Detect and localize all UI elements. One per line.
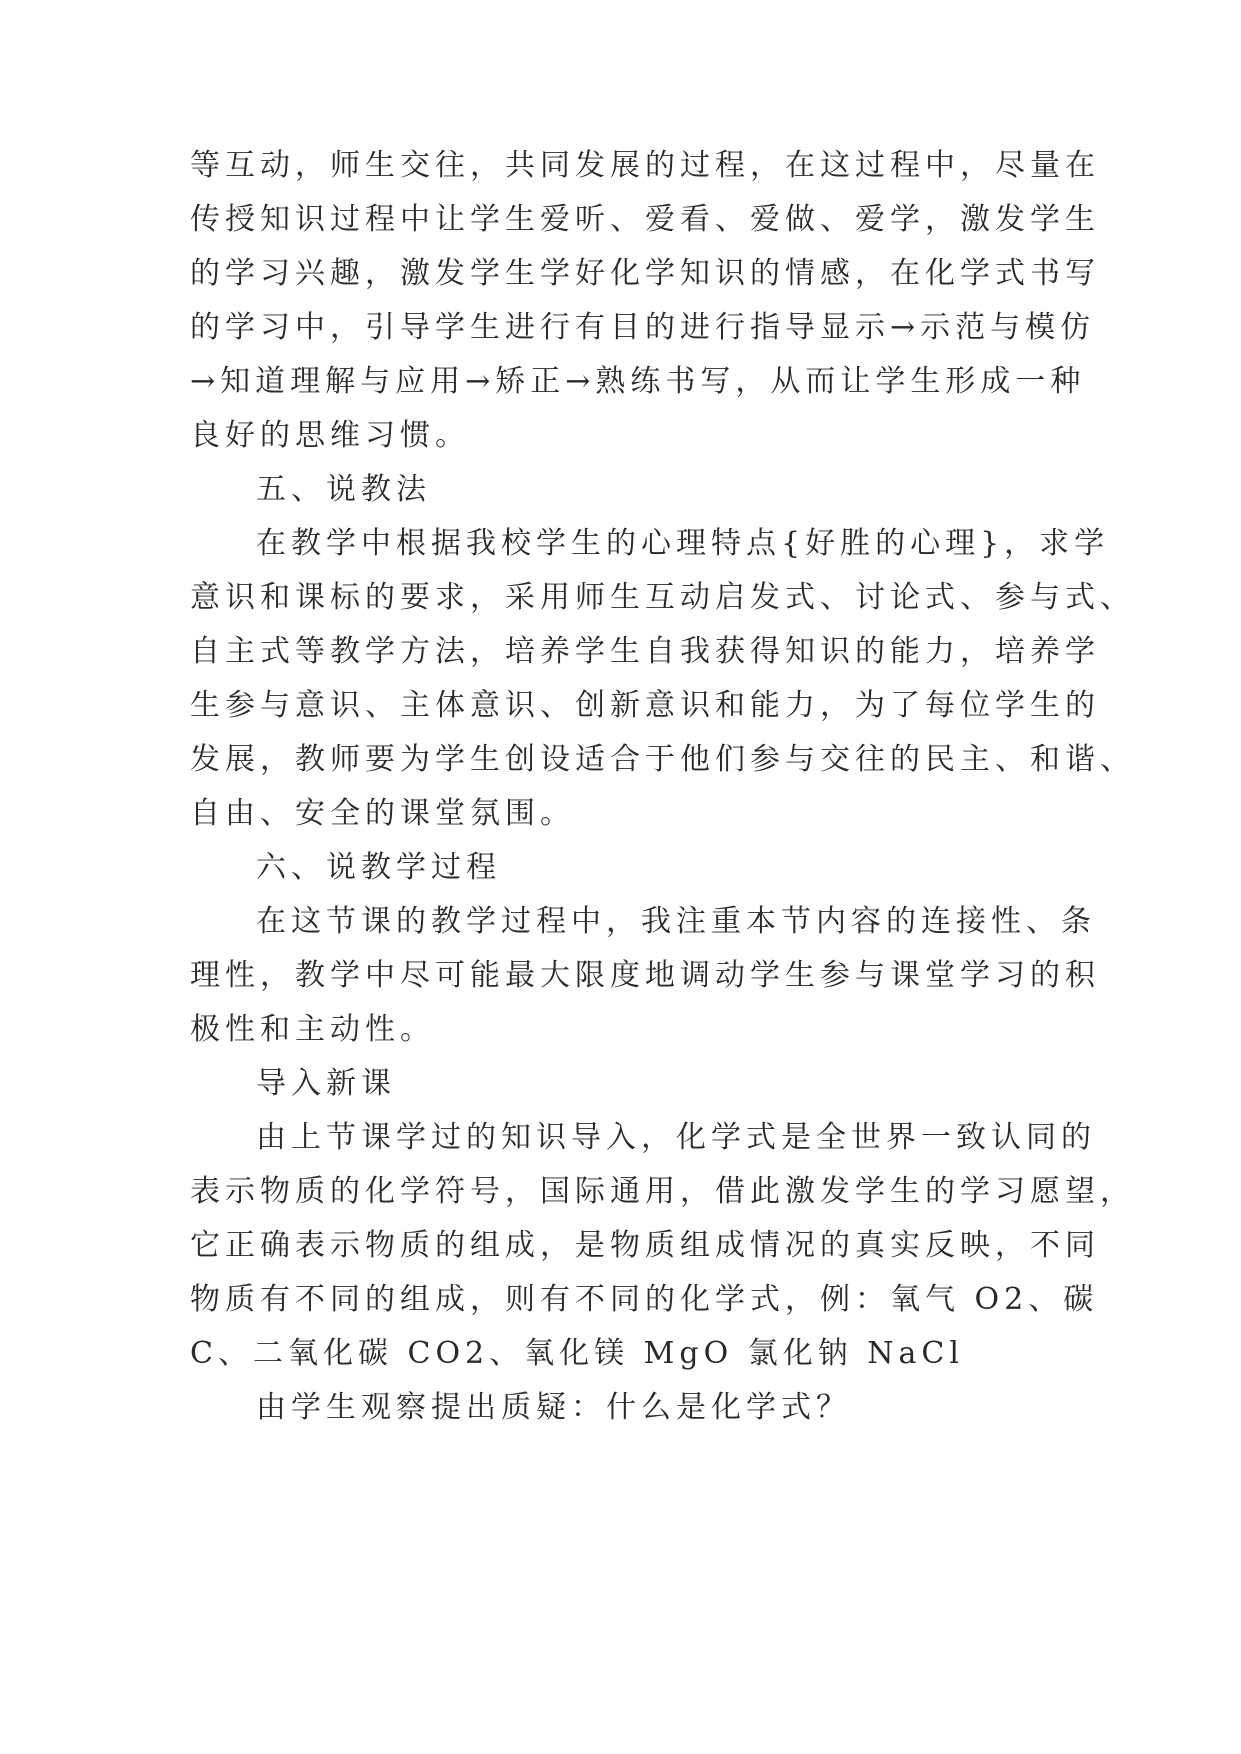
paragraph-line: 意识和课标的要求，采用师生互动启发式、讨论式、参与式、 — [190, 580, 1135, 615]
paragraph-line: 表示物质的化学符号，国际通用，借此激发学生的学习愿望， — [190, 1174, 1135, 1209]
section-heading: 六、说教学过程 — [256, 850, 501, 885]
paragraph-line: →知道理解与应用→矫正→熟练书写，从而让学生形成一种 — [190, 364, 1086, 399]
paragraph-line: 的学习兴趣，激发学生学好化学知识的情感，在化学式书写 — [190, 256, 1100, 291]
paragraph-line: 发展，教师要为学生创设适合于他们参与交往的民主、和谐、 — [190, 742, 1135, 777]
paragraph-line: 极性和主动性。 — [190, 1012, 435, 1047]
paragraph-line: 由上节课学过的知识导入，化学式是全世界一致认同的 — [256, 1120, 1096, 1155]
section-heading: 导入新课 — [256, 1066, 396, 1101]
paragraph-line: 由学生观察提出质疑：什么是化学式？ — [256, 1390, 851, 1425]
paragraph-line: 生参与意识、主体意识、创新意识和能力，为了每位学生的 — [190, 688, 1100, 723]
paragraph-line: 在教学中根据我校学生的心理特点{好胜的心理}，求学 — [256, 526, 1110, 561]
paragraph-line: 的学习中，引导学生进行有目的进行指导显示→示范与模仿 — [190, 310, 1096, 345]
section-heading: 五、说教法 — [256, 472, 431, 507]
paragraph-line: 自主式等教学方法，培养学生自我获得知识的能力，培养学 — [190, 634, 1100, 669]
paragraph-line: 自由、安全的课堂氛围。 — [190, 796, 575, 831]
paragraph-line: 在这节课的教学过程中，我注重本节内容的连接性、条 — [256, 904, 1096, 939]
paragraph-line: 传授知识过程中让学生爱听、爱看、爱做、爱学，激发学生 — [190, 202, 1100, 237]
paragraph-line: 等互动，师生交往，共同发展的过程，在这过程中，尽量在 — [190, 148, 1100, 183]
paragraph-line: 它正确表示物质的组成，是物质组成情况的真实反映，不同 — [190, 1228, 1100, 1263]
paragraph-line: 理性，教学中尽可能最大限度地调动学生参与课堂学习的积 — [190, 958, 1100, 993]
paragraph-line: C、二氧化碳 CO2、氧化镁 MgO 氯化钠 NaCl — [190, 1336, 964, 1371]
paragraph-line: 物质有不同的组成，则有不同的化学式，例：氧气 O2、碳 — [190, 1282, 1099, 1317]
paragraph-line: 良好的思维习惯。 — [190, 418, 470, 453]
